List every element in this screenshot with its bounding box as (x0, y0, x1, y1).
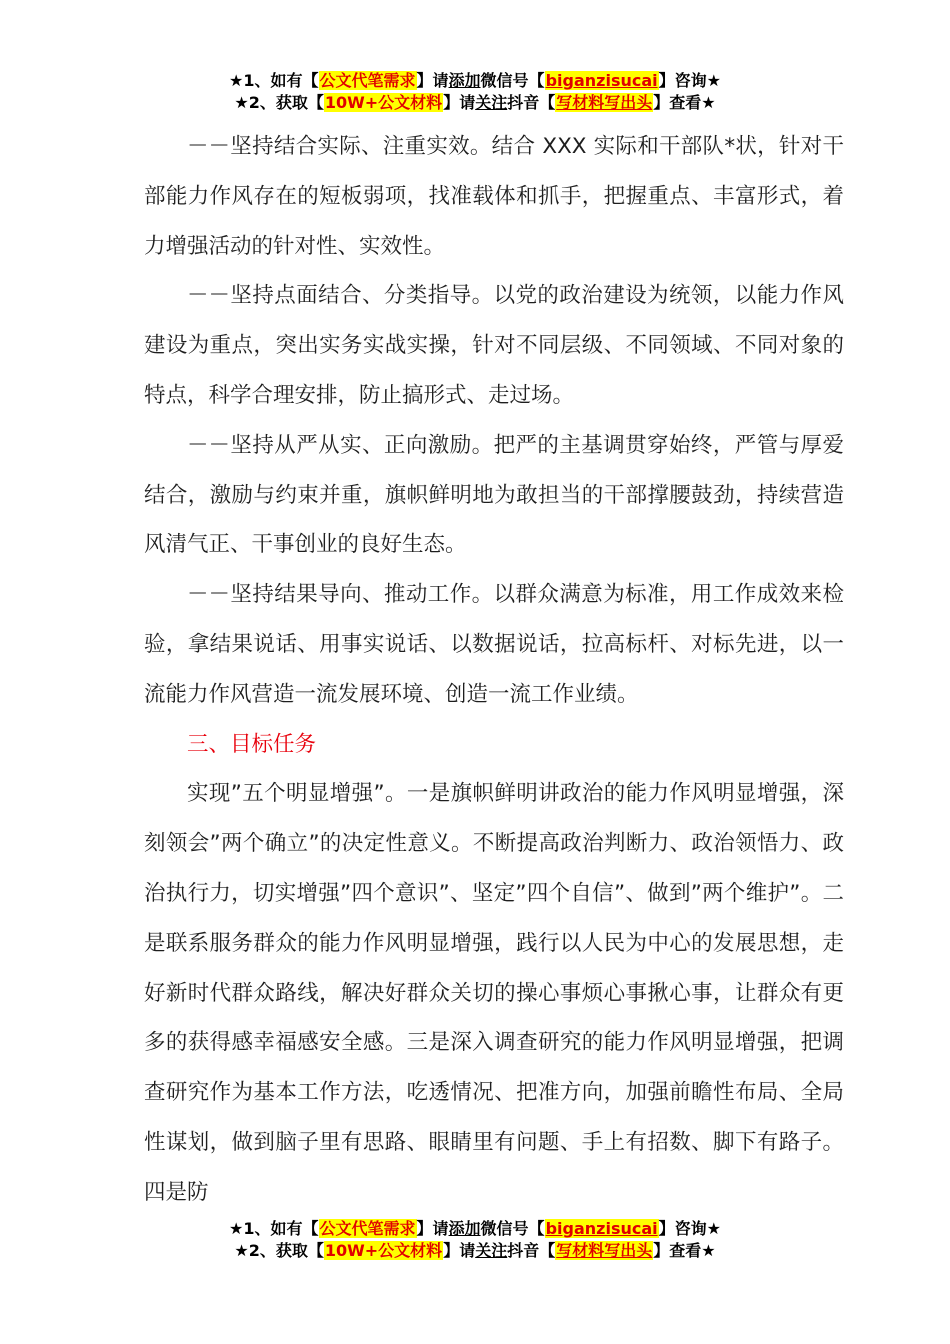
banner-text: 】咨询★ (658, 1219, 721, 1238)
banner-text: 微信号【 (480, 71, 545, 90)
banner-wechat-id: biganzisucai (545, 1219, 658, 1238)
banner-highlight: 公文代笔需求 (319, 71, 416, 90)
banner-emphasis: 添加 (448, 1219, 481, 1238)
banner-text: 】查看★ (653, 1241, 716, 1260)
banner-highlight: 公文代笔需求 (319, 1219, 416, 1238)
banner-highlight: 10W+公文材料 (324, 1241, 443, 1260)
banner-emphasis: 添加 (448, 71, 481, 90)
banner-text: ★1、如有【 (229, 71, 319, 90)
banner-douyin-id: 写材料写出头 (556, 1241, 653, 1260)
banner-line-1 (0, 70, 950, 92)
banner-text: 】查看★ (653, 93, 716, 112)
body-paragraph: 实现”五个明显增强”。一是旗帜鲜明讲政治的能力作风明显增强，深刻领会”两个确立”的决定性意义。不断提高政治判断力、政治领悟力、政治执行力，切实增强”四个意识”、坚定”四个自信”、做到”两个维护”。二是联系服务群众的能力作风明显增强，践行以人民为中心的发展思想，走好新时代群众路线，解决好群众关切的操心事烦心事揪心事，让群众有更多的获得感幸福感安全感。三是深入调查研究的能力作风明显增强，把调查研究作为基本工作方法，吃透情况、把准方向，加强前瞻性布局、全局性谋划，做到脑子里有思路、眼睛里有问题、手上有招数、脚下有路子。四是防 (144, 781, 844, 1205)
banner-highlight: 10W+公文材料 (324, 93, 443, 112)
banner-line-2 (0, 92, 950, 114)
top-banner (0, 70, 950, 114)
banner-line-2 (0, 1240, 950, 1262)
principle-paragraph-4: －－坚持结果导向、推动工作。以群众满意为标准，用工作成效来检验，拿结果说话、用事实说话、以数据说话，拉高标杆、对标先进，以一流能力作风营造一流发展环境、创造一流工作业绩。 (144, 582, 844, 707)
banner-wechat-id: biganzisucai (545, 71, 658, 90)
banner-text: ★2、获取【 (234, 93, 324, 112)
banner-text: ★2、获取【 (234, 1241, 324, 1260)
banner-text: 】请 (416, 1219, 449, 1238)
banner-text: 】请 (416, 71, 449, 90)
principle-paragraph-3: －－坚持从严从实、正向激励。把严的主基调贯穿始终，严管与厚爱结合，激励与约束并重，旗帜鲜明地为敢担当的干部撑腰鼓劲，持续营造风清气正、干事创业的良好生态。 (144, 432, 844, 558)
banner-emphasis: 关注 (475, 93, 508, 112)
banner-text: 】请 (443, 93, 476, 112)
document-body (144, 122, 844, 1218)
principle-paragraph-2: －－坚持点面结合、分类指导。以党的政治建设为统领，以能力作风建设为重点，突出实务实战实操，针对不同层级、不同领域、不同对象的特点，科学合理安排，防止搞形式、走过场。 (144, 283, 844, 408)
principle-paragraph-1: －－坚持结合实际、注重实效。结合 XXX 实际和干部队*状，针对干部能力作风存在的短板弱项，找准载体和抓手，把握重点、丰富形式，着力增强活动的针对性、实效性。 (144, 134, 844, 259)
banner-douyin-id: 写材料写出头 (556, 93, 653, 112)
banner-line-1 (0, 1218, 950, 1240)
banner-text: ★1、如有【 (229, 1219, 319, 1238)
banner-text: 微信号【 (480, 1219, 545, 1238)
section-heading: 三、目标任务 (187, 731, 317, 757)
banner-text: 】咨询★ (658, 71, 721, 90)
banner-text: 抖音【 (507, 1241, 556, 1260)
banner-text: 抖音【 (507, 93, 556, 112)
banner-emphasis: 关注 (475, 1241, 508, 1260)
banner-text: 】请 (443, 1241, 476, 1260)
bottom-banner (0, 1218, 950, 1262)
